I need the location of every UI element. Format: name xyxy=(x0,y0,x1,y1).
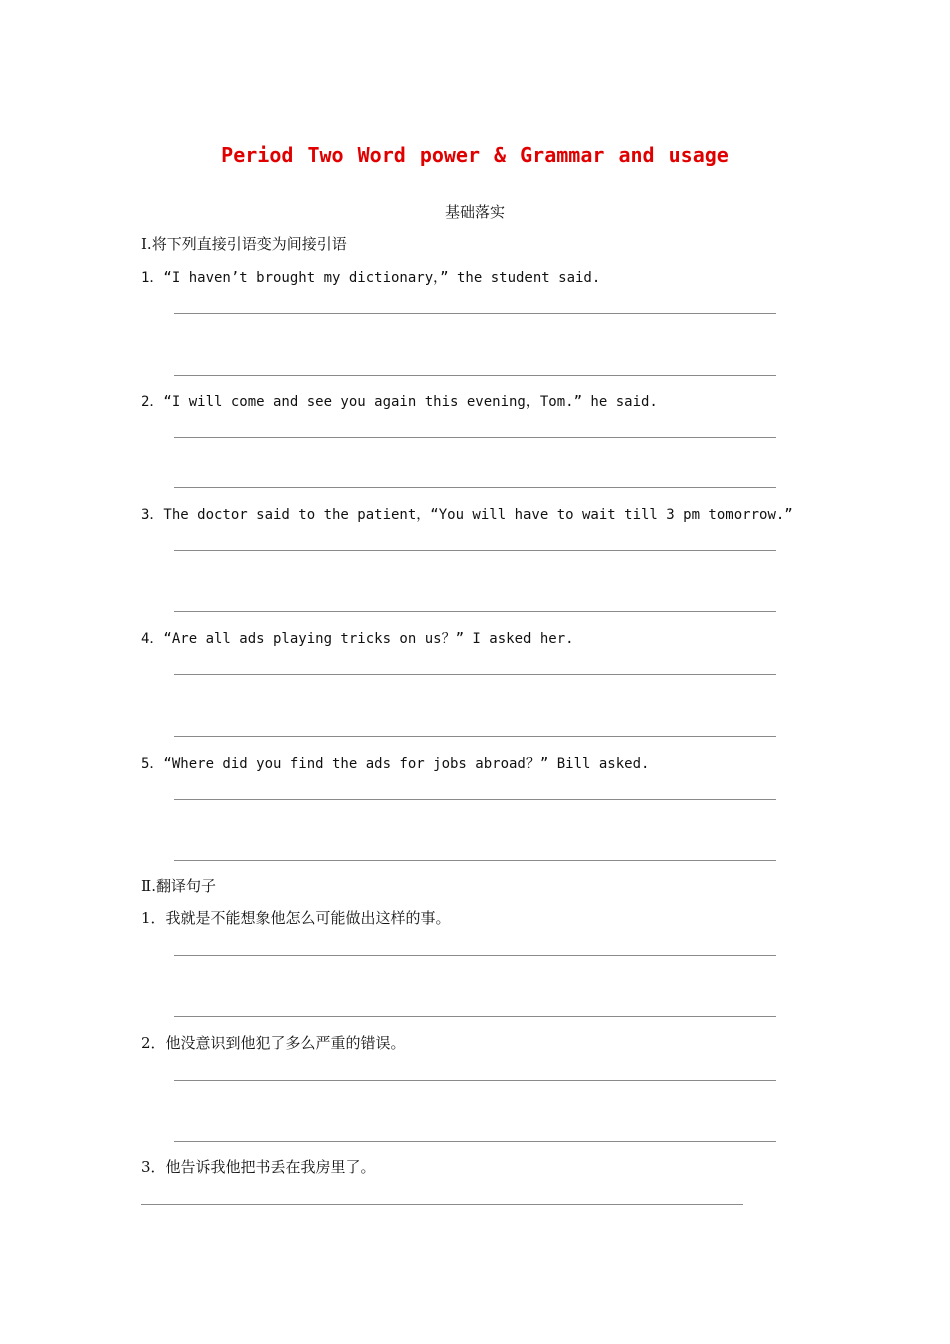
section-subtitle: 基础落实 xyxy=(444,203,505,221)
exercise-1-1: 1．“I haven’t brought my dictionary，” the student said. xyxy=(141,270,601,286)
page-title: Period Two Word power & Grammar and usage xyxy=(221,143,729,167)
answer-line[interactable] xyxy=(174,860,776,861)
exercise-2-1: 1．我就是不能想象他怎么可能做出这样的事。 xyxy=(141,909,451,927)
answer-line[interactable] xyxy=(174,799,776,800)
answer-line[interactable] xyxy=(174,1141,776,1142)
exercise-2-3: 3．他告诉我他把书丢在我房里了。 xyxy=(141,1158,376,1176)
exercise-1-3: 3．The doctor said to the patient，“You will have to wait till 3 pm tomorrow.” xyxy=(141,507,793,523)
answer-line[interactable] xyxy=(174,1016,776,1017)
answer-line[interactable] xyxy=(174,550,776,551)
exercise-2-2: 2．他没意识到他犯了多么严重的错误。 xyxy=(141,1034,406,1052)
answer-line[interactable] xyxy=(174,955,776,956)
exercise-1-2: 2．“I will come and see you again this evening，Tom.” he said. xyxy=(141,394,658,410)
answer-line[interactable] xyxy=(174,375,776,376)
answer-line[interactable] xyxy=(141,1204,743,1205)
exercise-1-4: 4．“Are all ads playing tricks on us？” I asked her. xyxy=(141,631,574,647)
answer-line[interactable] xyxy=(174,487,776,488)
answer-line[interactable] xyxy=(174,674,776,675)
section-1-heading: Ⅰ.将下列直接引语变为间接引语 xyxy=(141,235,347,253)
answer-line[interactable] xyxy=(174,1080,776,1081)
answer-line[interactable] xyxy=(174,736,776,737)
answer-line[interactable] xyxy=(174,611,776,612)
exercise-1-5: 5．“Where did you find the ads for jobs abroad？” Bill asked. xyxy=(141,756,650,772)
section-2-heading: Ⅱ.翻译句子 xyxy=(141,877,216,895)
answer-line[interactable] xyxy=(174,313,776,314)
answer-line[interactable] xyxy=(174,437,776,438)
